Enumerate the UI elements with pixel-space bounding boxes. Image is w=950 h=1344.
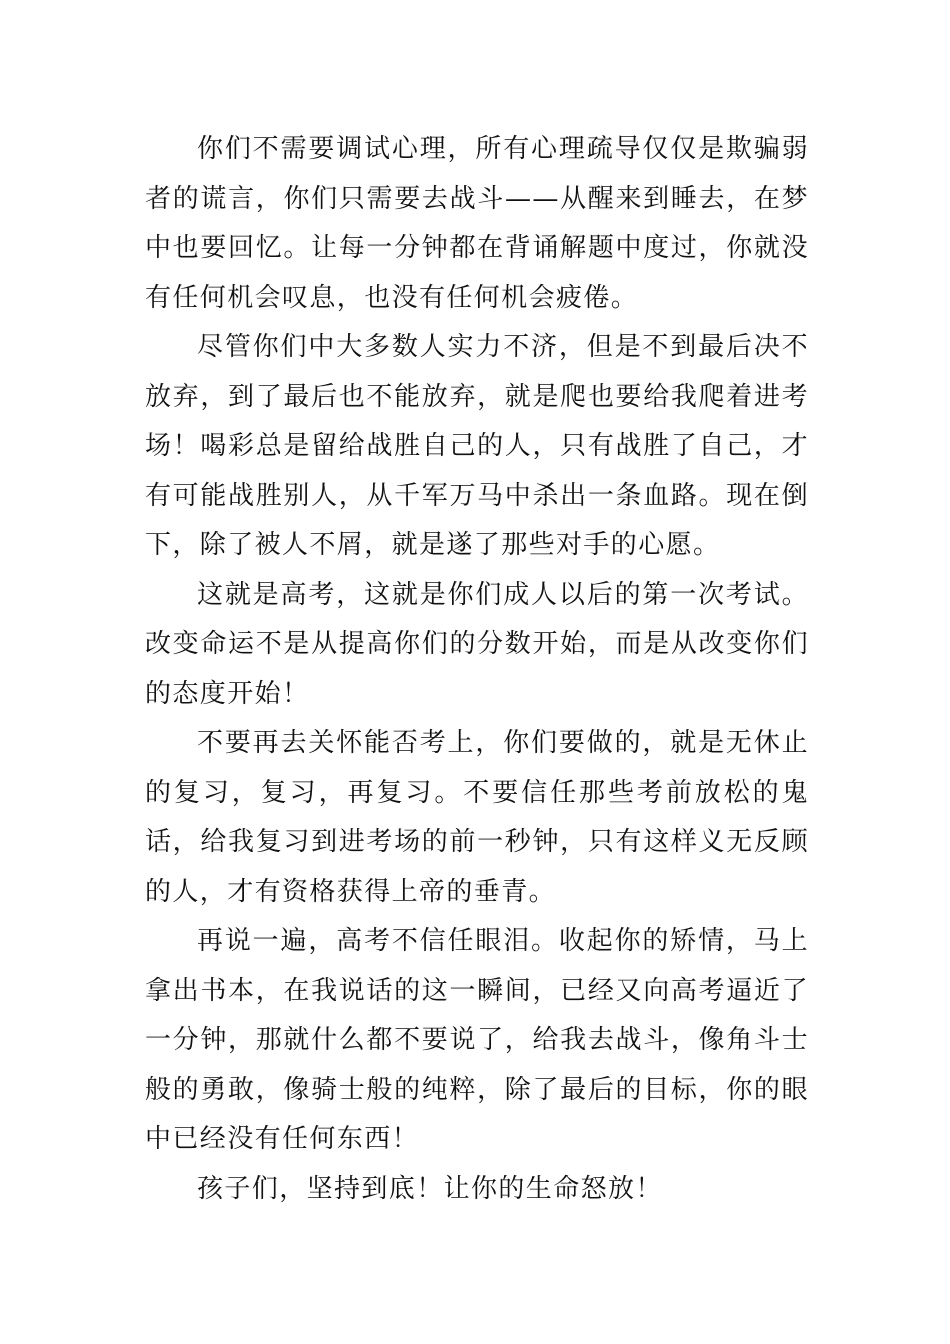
paragraph-5: 再说一遍，高考不信任眼泪。收起你的矫情，马上拿出书本，在我说话的这一瞬间，已经又向高考逼近了一分钟，那就什么都不要说了，给我去战斗，像角斗士般的勇敢，像骑士般的纯粹，除了最后的目标，你的眼中已经没有任何东西！ xyxy=(145,926,809,1154)
paragraph-1: 你们不需要调试心理，所有心理疏导仅仅是欺骗弱者的谎言，你们只需要去战斗——从醒来到睡去，在梦中也要回忆。让每一分钟都在背诵解题中度过，你就没有任何机会叹息，也没有任何机会疲倦。 xyxy=(145,134,809,313)
document-body xyxy=(145,125,809,1214)
paragraph-2: 尽管你们中大多数人实力不济，但是不到最后决不放弃，到了最后也不能放弃，就是爬也要给我爬着进考场！喝彩总是留给战胜自己的人，只有战胜了自己，才有可能战胜别人，从千军万马中杀出一条血路。现在倒下，除了被人不屑，就是遂了那些对手的心愿。 xyxy=(145,332,809,560)
paragraph-3: 这就是高考，这就是你们成人以后的第一次考试。改变命运不是从提高你们的分数开始，而是从改变你们的态度开始！ xyxy=(145,579,809,709)
paragraph-4: 不要再去关怀能否考上，你们要做的，就是无休止的复习，复习，再复习。不要信任那些考前放松的鬼话，给我复习到进考场的前一秒钟，只有这样义无反顾的人，才有资格获得上帝的垂青。 xyxy=(145,728,809,907)
paragraph-6: 孩子们，坚持到底！让你的生命怒放！ xyxy=(197,1173,663,1204)
